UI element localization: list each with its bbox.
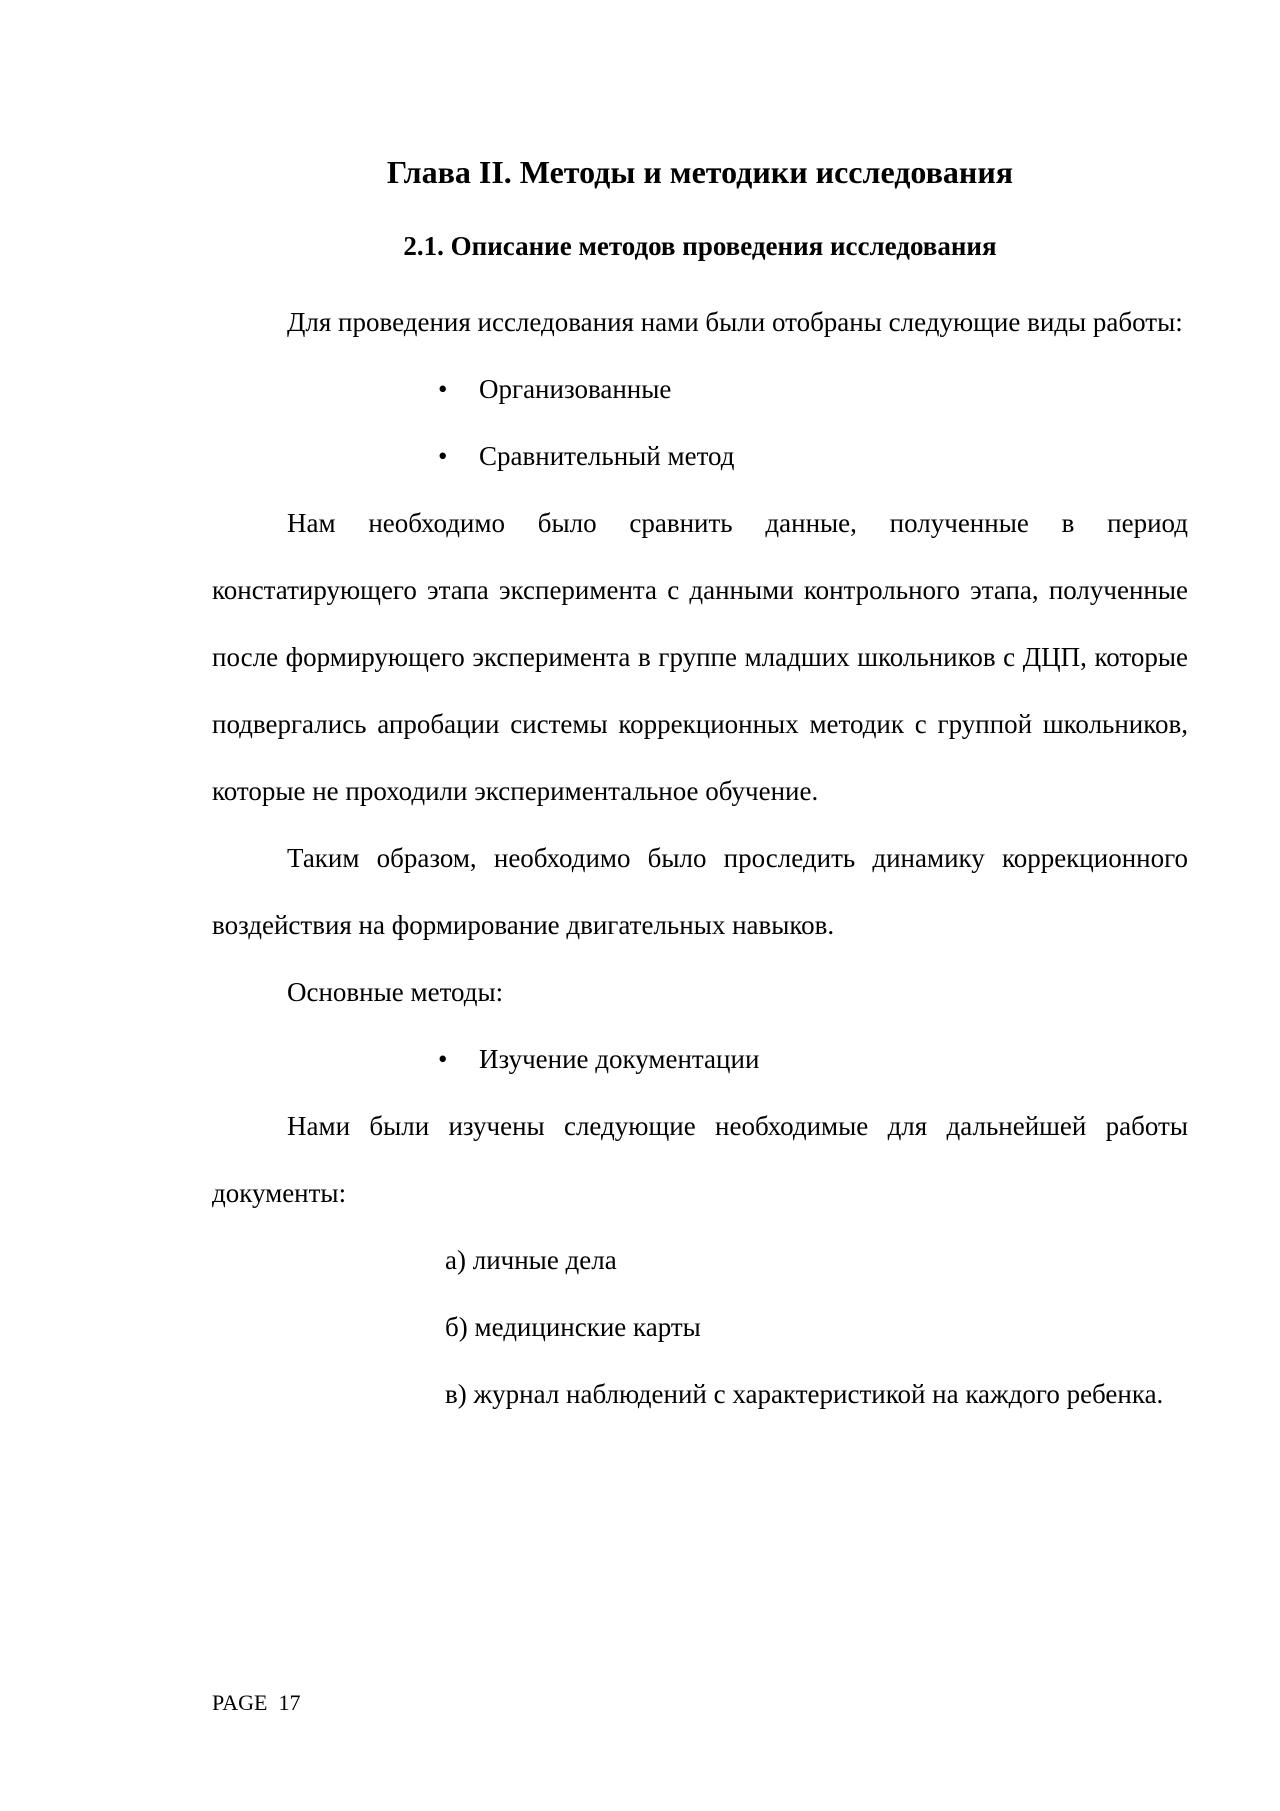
paragraph-dynamics: Таким образом, необходимо было проследить динамику коррекционного воздействия на формирование двигательных навыков. bbox=[212, 843, 1188, 940]
list-item bbox=[212, 423, 1188, 490]
chapter-title: Глава II. Методы и методики исследования bbox=[386, 154, 1014, 190]
bullet-icon: • bbox=[438, 374, 448, 404]
paragraph-intro: Для проведения исследования нами были отобраны следующие виды работы: bbox=[287, 307, 1183, 337]
list-item: б) медицинские карты bbox=[445, 1312, 701, 1342]
footer-label: PAGE bbox=[212, 1690, 268, 1715]
work-types-list bbox=[212, 356, 1188, 490]
documents-list bbox=[212, 1227, 1188, 1428]
list-item bbox=[212, 1026, 1188, 1093]
section-title: 2.1. Описание методов проведения исследования bbox=[403, 231, 997, 261]
list-item-text: Сравнительный метод bbox=[479, 441, 735, 471]
methods-list bbox=[212, 1026, 1188, 1093]
bullet-icon: • bbox=[438, 441, 448, 471]
bullet-icon: • bbox=[438, 1044, 448, 1074]
list-item-text: Организованные bbox=[479, 374, 672, 404]
paragraph-documents: Нами были изучены следующие необходимые для дальнейшей работы документы: bbox=[212, 1111, 1188, 1208]
paragraph-main-methods: Основные методы: bbox=[287, 977, 504, 1007]
page-number: 17 bbox=[278, 1690, 301, 1715]
page-footer bbox=[212, 1688, 300, 1718]
list-item-text: Изучение документации bbox=[479, 1044, 760, 1074]
list-item bbox=[212, 356, 1188, 423]
list-item: а) личные дела bbox=[445, 1245, 617, 1275]
paragraph-comparison: Нам необходимо было сравнить данные, полученные в период констатирующего этапа эксперимента с данными контрольного этапа, полученные после формирующего эксперимента в группе младших школьников с ДЦП, которые подвергались апробации системы коррекционных методик с группой школьников, которые не проходили экспериментальное обучение. bbox=[212, 508, 1188, 806]
body-text bbox=[212, 289, 1188, 1428]
list-item: в) журнал наблюдений с характеристикой на каждого ребенка. bbox=[445, 1379, 1164, 1409]
